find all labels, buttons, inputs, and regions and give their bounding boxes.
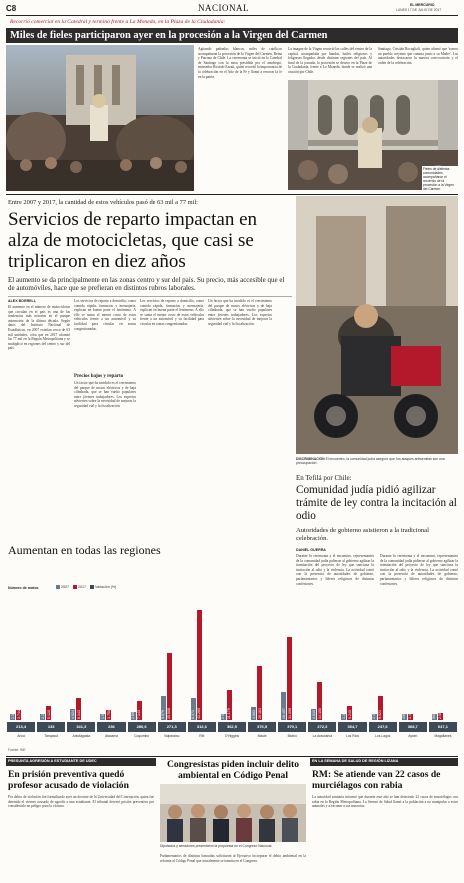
category-label: Coquimbo: [134, 734, 150, 738]
main-body-col1: El aumento en el número de motocicletas que circulan en el país es una de las tendencias más notorias en el parque automotriz de la última década. Según datos del Instituto Nacional de Estadísticas, en 2007 existían cerca de 63 mil unidades, cifra que en 2017 alcanzó las 77 mil en la Región Metropolitana y se multiplicó en regiones del centro y sur del país.: [8, 305, 70, 351]
legend-2007: 2007: [61, 585, 69, 589]
side-body-col2: Durante la ceremonia y el encuentro, representantes de la comunidad judía pidieron al gobierno agilizar la tramitación del proyecto de ley que sanciona la incitación al odio y la violencia. La actividad contó con la presencia de autoridades de gobierno, parlamentarios y líderes religiosos de distintas confesiones.: [380, 554, 458, 586]
main-body-col4: Un factor que ha incidido es el crecimiento del parque de motos eléctricas y de baja cilindrada, que se han vuelto populares entre jóvenes trabajadores. Los expertos advierten sobre la necesidad de mejorar la seguridad vial y la fiscalización.: [208, 299, 272, 326]
top-body-col2: La imagen de la Virgen recorrió las calles del centro de la capital, acompañada por bandas, bailes religiosos y feligreses llegados desde distintas regiones del país. Al final de la jornada, la procesión se detuvo en la Plaza de la Ciudadanía, frente a La Moneda, donde se realizó una oración por Chile.: [288, 47, 372, 74]
legend-swatch-2017: [73, 585, 77, 589]
b2-caption: Diputados y senadores presentaron la propuesta en el Congreso Nacional.: [160, 844, 273, 848]
main-kicker: Entre 2007 y 2017, la cantidad de estos vehículos pasó de 63 mil a 77 mil:: [8, 199, 198, 206]
bar-label-2017: 3.750: [106, 710, 111, 719]
variation-box: 368,7: [399, 722, 427, 732]
side-caption-text: El encuentro, la comunidad judía aseguró que 'los ataques antisemitas son una preocupación'.: [296, 457, 445, 466]
category-label: Aysén: [408, 734, 418, 738]
motorcycle-photo: [296, 196, 458, 454]
bar-label-2017: 8.143: [76, 710, 81, 719]
category-label: Valparaíso: [163, 734, 180, 738]
variation-box: 647,1: [429, 722, 457, 732]
top-photo-caption: Fieles de distintas comunidades acompañaron el recorrido de la procesión a la Virgen del Carmen.: [422, 166, 458, 190]
bar-label-2017: 1.452: [408, 710, 413, 719]
bar-label-2007: 4.024: [70, 710, 75, 719]
side-caption-label: DISCRIMINACIÓN: [296, 457, 325, 461]
side-deck: Autoridades de gobierno asistieron a la tradicional celebración.: [296, 527, 429, 542]
bar-label-2007: 4.010: [311, 710, 316, 719]
motorcycle-bar-chart: [6, 594, 458, 754]
variation-box: 280,6: [128, 722, 156, 732]
category-label: Maule: [257, 734, 267, 738]
category-label: Arica: [17, 734, 25, 738]
variation-box: 341,3: [67, 722, 95, 732]
bar-label-2007: 10.497: [281, 708, 286, 719]
bar-label-2007: 4.903: [251, 710, 256, 719]
header-rule: [6, 15, 458, 16]
top-body-col1: Agitando pañuelos blancos, miles de católicos acompañaron la procesión de la Virgen del Carmen, Reina y Patrona de Chile. La ceremonia se inició en la Catedral de Santiago con la misa presidida por el arzobispo, monseñor Ricardo Ezzati, quien recordó la importancia de la celebración en el Año de la Fe y llamó a renovar la fe en la patria.: [198, 47, 282, 79]
deck-rule: [8, 296, 292, 297]
main-deck: El aumento se da principalmente en las zonas centro y sur del país. Su precio, más accesible que el de automóviles, hace que se prefieran en distintos rubros laborales.: [8, 276, 285, 293]
page-number: C8: [6, 4, 17, 13]
category-label: Tarapacá: [44, 734, 58, 738]
procession-illustration: [6, 45, 194, 191]
side-photo-caption: [296, 457, 458, 469]
category-label: Los Ríos: [346, 734, 360, 738]
main-body-col3: Los servicios de reparto a domicilio, como comida rápida, farmacias y mensajería, explican en buena parte el fenómeno. A ello se suma el menor costo de estos vehículos frente a un automóvil y su facilidad para circular en zonas congestionadas.: [140, 299, 204, 326]
category-label: RM: [199, 734, 205, 738]
congress-photo: [160, 784, 306, 842]
bottom-top-rule: [6, 756, 458, 757]
top-headline: Miles de fieles participaron ayer en la procesión a la Virgen del Carmen: [10, 30, 328, 41]
main-body-col2: Los servicios de reparto a domicilio, como comida rápida, farmacias y mensajería, explican en buena parte el fenómeno. A ello se suma el menor costo de estos vehículos frente a un automóvil y su facilidad para circular en zonas congestionadas.: [74, 299, 136, 331]
variation-box: 364,7: [338, 722, 366, 732]
variation-box: 133: [37, 722, 65, 732]
category-label: Antofagasta: [72, 734, 91, 738]
legend-variation: Variación (%): [95, 585, 117, 589]
bar-label-2017: 9.021: [378, 710, 383, 719]
bar-label-2007: 1.346: [341, 710, 346, 719]
bar-label-2017: 20.183: [257, 708, 262, 719]
variation-box: 271,3: [158, 722, 186, 732]
bar-label-2017: 25.008: [167, 708, 172, 719]
bar-label-2007: 2.139: [40, 710, 45, 719]
bar-label-2017: 41.265: [197, 708, 202, 719]
bar-label-2007: 2.411: [372, 710, 377, 719]
b1-kicker: PRESUNTA AGRESIÓN A ESTUDIANTE DE UDEC: [8, 759, 97, 763]
bar-label-2007: 2.052: [221, 710, 226, 719]
side-headline: Comunidad judía pidió agilizar trámite de ley contra la incitación al odio: [296, 484, 457, 522]
legend-2017: 2017: [78, 585, 86, 589]
bar-label-2017: 5.120: [46, 710, 51, 719]
bar-label-2007: 2.897: [131, 710, 136, 719]
congress-illustration: [160, 784, 306, 842]
variation-box: 213,4: [7, 722, 35, 732]
variation-box: 272,3: [308, 722, 336, 732]
category-label: Magallanes: [434, 734, 452, 738]
b1-headline: En prisión preventiva quedó profesor acusado de violación: [8, 769, 129, 791]
bar-label-2007: 1.502: [100, 710, 105, 719]
bar-label-2007: 9.079: [161, 710, 166, 719]
bar-2017: [197, 610, 202, 720]
bar-label-2017: 3.744: [16, 710, 21, 719]
paper-name: EL MERCURIO: [410, 3, 435, 7]
category-label: Atacama: [104, 734, 118, 738]
b3-headline: RM: Se atiende van 22 casos de murciélagos con rabia: [312, 769, 441, 791]
top-body-col3: Santiago, Cristián Rocaglioli, quien afirmó que 'somos un pueblo creyente que camina junto a su Madre'. Las autoridades destacaron la masiva convocatoria y el orden de la celebración.: [378, 47, 458, 65]
bar-label-2007: 496: [402, 713, 407, 719]
bar-label-2017: 2.560: [438, 710, 443, 719]
main-body-col2b: Un factor que ha incidido es el crecimiento del parque de motos eléctricas y de baja cilindrada, que se han vuelto populares entre jóvenes trabajadores. Los expertos advierten sobre la necesidad de mejorar la seguridad vial y la fiscalización.: [74, 381, 136, 408]
variation-box: 236: [97, 722, 125, 732]
b3-body: La autoridad sanitaria informó que durante este año se han detectado 22 casos de murciélagos con rabia en la Región Metropolitana. La Seremi de Salud llamó a la población a no manipular a estos animales y a vacunar a sus mascotas.: [312, 795, 458, 809]
page-date: LUNES 17 DE JULIO DE 2017: [396, 8, 442, 12]
chart-ylabel: Número de motos: [8, 586, 39, 590]
side-byline: DANIEL GUERRA: [296, 548, 326, 552]
variation-box: 247,6: [369, 722, 397, 732]
b3-kicker: EN LA SEMANA DE SALUD DE REGIÓN LIZANA: [312, 759, 399, 763]
bar-label-2017: 31.095: [287, 708, 292, 719]
side-body-col1: Durante la ceremonia y el encuentro, representantes de la comunidad judía pidieron al gobierno agilizar la tramitación del proyecto de ley que sanciona la incitación al odio y la violencia. La actividad contó con la presencia de autoridades de gobierno, parlamentarios y líderes religiosos de distintas confesiones.: [296, 554, 374, 586]
variation-box: 370,1: [278, 722, 306, 732]
chart-footnote: Fuente: INE: [8, 748, 26, 752]
bar-label-2007: 1.376: [10, 710, 15, 719]
legend-swatch-variation: [90, 585, 94, 589]
section-title: NACIONAL: [198, 3, 249, 13]
main-subhead: Precios bajos y reparto: [74, 374, 124, 379]
b2-body: Parlamentarios de distintas bancadas solicitaron al Ejecutivo incorporar el delito ambiental en la reforma al Código Penal que actualmente se tramita en el Congreso.: [160, 854, 306, 863]
bar-label-2007: 8.371: [191, 710, 196, 719]
bar-label-2017: 11.179: [227, 708, 232, 719]
variation-box: 362,5: [218, 722, 246, 732]
legend-swatch-2007: [56, 585, 60, 589]
category-label: O'Higgins: [224, 734, 240, 738]
side-kicker: En Tefilá por Chile:: [296, 474, 352, 482]
category-label: Biobío: [287, 734, 297, 738]
b1-body: Por delito de violación fue formalizado ayer un docente de la Universidad del Concepción, quien fue detenido el viernes acusado de agredir a una estudiante. El tribunal decretó prisión preventiva por considerarlo un peligro para la víctima.: [8, 795, 154, 809]
top-kicker: Recorrió comercial en la Catedral y terminó frente a La Moneda, en la Plaza de la Ciudadanía:: [10, 19, 226, 25]
category-label: Los Lagos: [375, 734, 391, 738]
category-label: La Araucanía: [312, 734, 333, 738]
variation-box: 376,5: [248, 722, 276, 732]
main-byline: ALEX BORRELL: [8, 299, 36, 303]
bar-label-2007: 965: [432, 713, 437, 719]
chart-title: Aumentan en todas las regiones: [8, 543, 161, 557]
bar-label-2017: 14.150: [317, 708, 322, 719]
bar-label-2017: 7.143: [137, 710, 142, 719]
chart-legend: [56, 585, 116, 589]
motorcycle-illustration: [296, 196, 458, 454]
bar-label-2017: 5.240: [347, 710, 352, 719]
top-bottom-rule: [6, 194, 458, 195]
b2-headline: Congresistas piden incluir delito ambiental en Código Penal: [166, 759, 300, 781]
procession-photo: [6, 45, 194, 191]
main-headline: Servicios de reparto impactan en alza de motocicletas, que casi se triplicaron en diez años: [8, 209, 258, 272]
variation-box: 312,6: [188, 722, 216, 732]
